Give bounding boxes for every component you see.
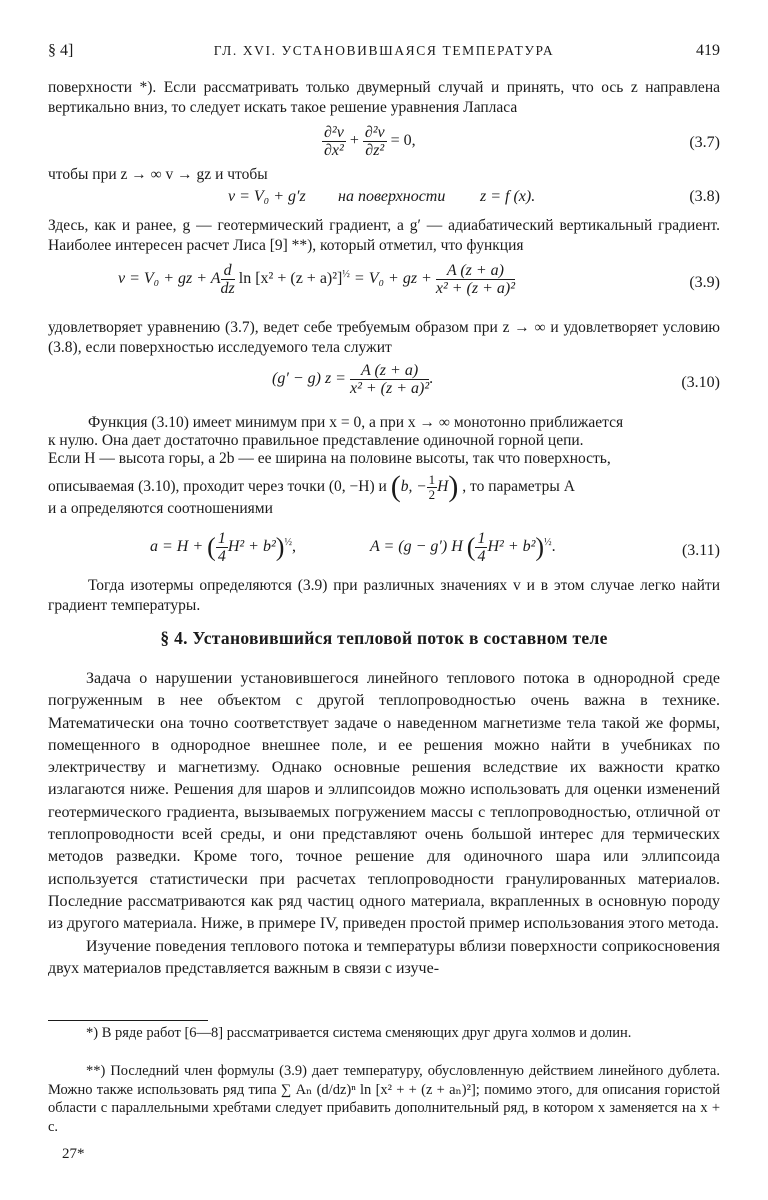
section-heading: § 4. Установившийся тепловой поток в составном теле [160, 628, 608, 648]
paragraph: Изучение поведения теплового потока и температуры вблизи поверхности соприкосновения двух материалов представляется важным в связи с изуче- [48, 937, 720, 977]
fraction: $\frac{1}{4}$ [477, 530, 486, 565]
chapter-title: ГЛ. XVI. УСТАНОВИВШАЯСЯ ТЕМПЕРАТУРА [213, 43, 555, 58]
fraction: $\frac{\text{∂²v}}{\text{∂z²}}$ [364, 124, 385, 159]
equation-3-8: v = V₀ + g′z на поверхности z = f (x). (3.8) [228, 188, 720, 205]
fraction: $\frac{A (z + a)}{\text{x² + (z + a)²}}$ [435, 262, 516, 297]
footnote-rule [48, 1020, 208, 1021]
equation-3-11: a = H + ( $\frac{1}{4}$ H² + b²)$^{\frac{1}{2}}$, A = (g − g′) H ( $\frac{1}{4}$ H² + b²)$^{\frac{1}{2}}$. (3.11) [150, 530, 720, 565]
footnote-2: **) Последний член формулы (3.9) дает температуру, обусловленную действием линейного дублета. Можно также использовать ряд типа ∑ Aₙ (d/dz)ⁿ ln [x² + + (z + aₙ)²]; помимо этого, для описания гористой области с параллельными хребтами следует прибавить дополнительный ряд, в котором x заменяется на x + c. [48, 1063, 720, 1135]
text-line: Функция (3.10) имеет минимум при x = 0, а при x → ∞ монотонно приближается [88, 414, 624, 431]
fraction: $\frac{d}{dz}$ [220, 262, 235, 297]
paragraph: Задача о нарушении установившегося линейного теплового потока в однородной среде погруженным в нее объектом с другой теплопроводностью очень важна в технике. Математически она точно соответствует задаче о наведенном магнетизме тела такой же формы, помещенного в однородное внешнее поле, и ее решения можно найти в учебниках по электричеству и магнетизму. Однако основные решения вследствие их важности кратко излагаются ниже. Решения для шаров и эллипсоидов можно использовать для оценки изменений геотермического градиента, вызываемых погружением массы с теплопроводностью, отличной от теплопроводности всей среды, и они представляют очень большой интерес для термических методов разведки. Кроме того, точное решение для одиночного шара или эллипсоида используется статистически при расчетах теплопроводности гранулированных материалов. Последние рассматриваются как ряд частиц одного материала, вкрапленных в основную породу из другого материала. Ниже, в примере IV, приведен простой пример использования этого метода. [48, 670, 720, 933]
equation-3-9: v = V₀ + gz + A $\frac{d}{dz}$ $\ln [x^2 + (z + a)^2]^{\frac{1}{2}} = V_0$ + gz + $\frac{A (z + a)}{\text{x² + (z + a)²}}$ (3.9) [118, 262, 720, 297]
paragraph-gradient: Здесь, как и ранее, g — геотермический градиент, а g′ — адиабатический вертикальный градиент. Наиболее интересен расчет Лиса [9] **), который отметил, что функция [48, 217, 720, 254]
text-line-with-point: описываемая (3.10), проходит через точки (0, −H) и (b, − $\frac{1}{2}$ H) , то параметры A [48, 470, 575, 503]
paragraph-intro: поверхности *). Если рассматривать только двумерный случай и принять, что ось z направлена вертикально вниз, то следует искать такое решение уравнения Лапласа [48, 79, 720, 116]
fraction: $\frac{1}{2}$ [428, 471, 436, 502]
page-number: 419 [696, 42, 720, 59]
text-line: к нулю. Она дает достаточно правильное представление одиночной горной цепи. [48, 432, 584, 449]
equation-number: (3.7) [689, 134, 720, 151]
text-line: и a определяются соотношениями [48, 500, 273, 517]
equation-number: (3.9) [689, 274, 720, 291]
running-header [48, 42, 720, 66]
fraction: $\frac{A (z + a)}{\text{x² + (z + a)²}}$ [349, 362, 430, 397]
equation-number: (3.10) [681, 374, 720, 391]
section-mark: § 4] [48, 42, 74, 59]
paragraph-isotherms: Тогда изотермы определяются (3.9) при различных значениях v и в этом случае легко найти градиент температуры. [48, 577, 720, 614]
section-body [48, 668, 720, 980]
equation-3-7: $\frac{\text{∂²v}}{\text{∂x²}}$ + $\frac{\text{∂²v}}{\text{∂z²}}$ = 0, (3.7) [324, 124, 720, 159]
equation-number: (3.11) [681, 542, 720, 559]
fraction: $\frac{1}{4}$ [217, 530, 226, 565]
text-line: Если H — высота горы, а 2b — ее ширина на половине высоты, так что поверхность, [48, 450, 611, 467]
paragraph-satisfies: удовлетворяет уравнению (3.7), ведет себе требуемым образом при z → ∞ и удовлетворяет условию (3.8), если поверхностью исследуемого тела служит [48, 319, 720, 356]
condition-line: чтобы при z → ∞ v → gz и чтобы [48, 166, 268, 183]
signature-mark: 27* [62, 1146, 85, 1162]
equation-number: (3.8) [689, 188, 720, 205]
footnote-1: *) В ряде работ [6—8] рассматривается система сменяющих друг друга холмов и долин. [86, 1025, 632, 1041]
fraction: $\frac{\text{∂²v}}{\text{∂x²}}$ [324, 124, 344, 159]
equation-3-10: (g′ − g) z = $\frac{A (z + a)}{\text{x² + (z + a)²}}$ . (3.10) [272, 362, 720, 397]
